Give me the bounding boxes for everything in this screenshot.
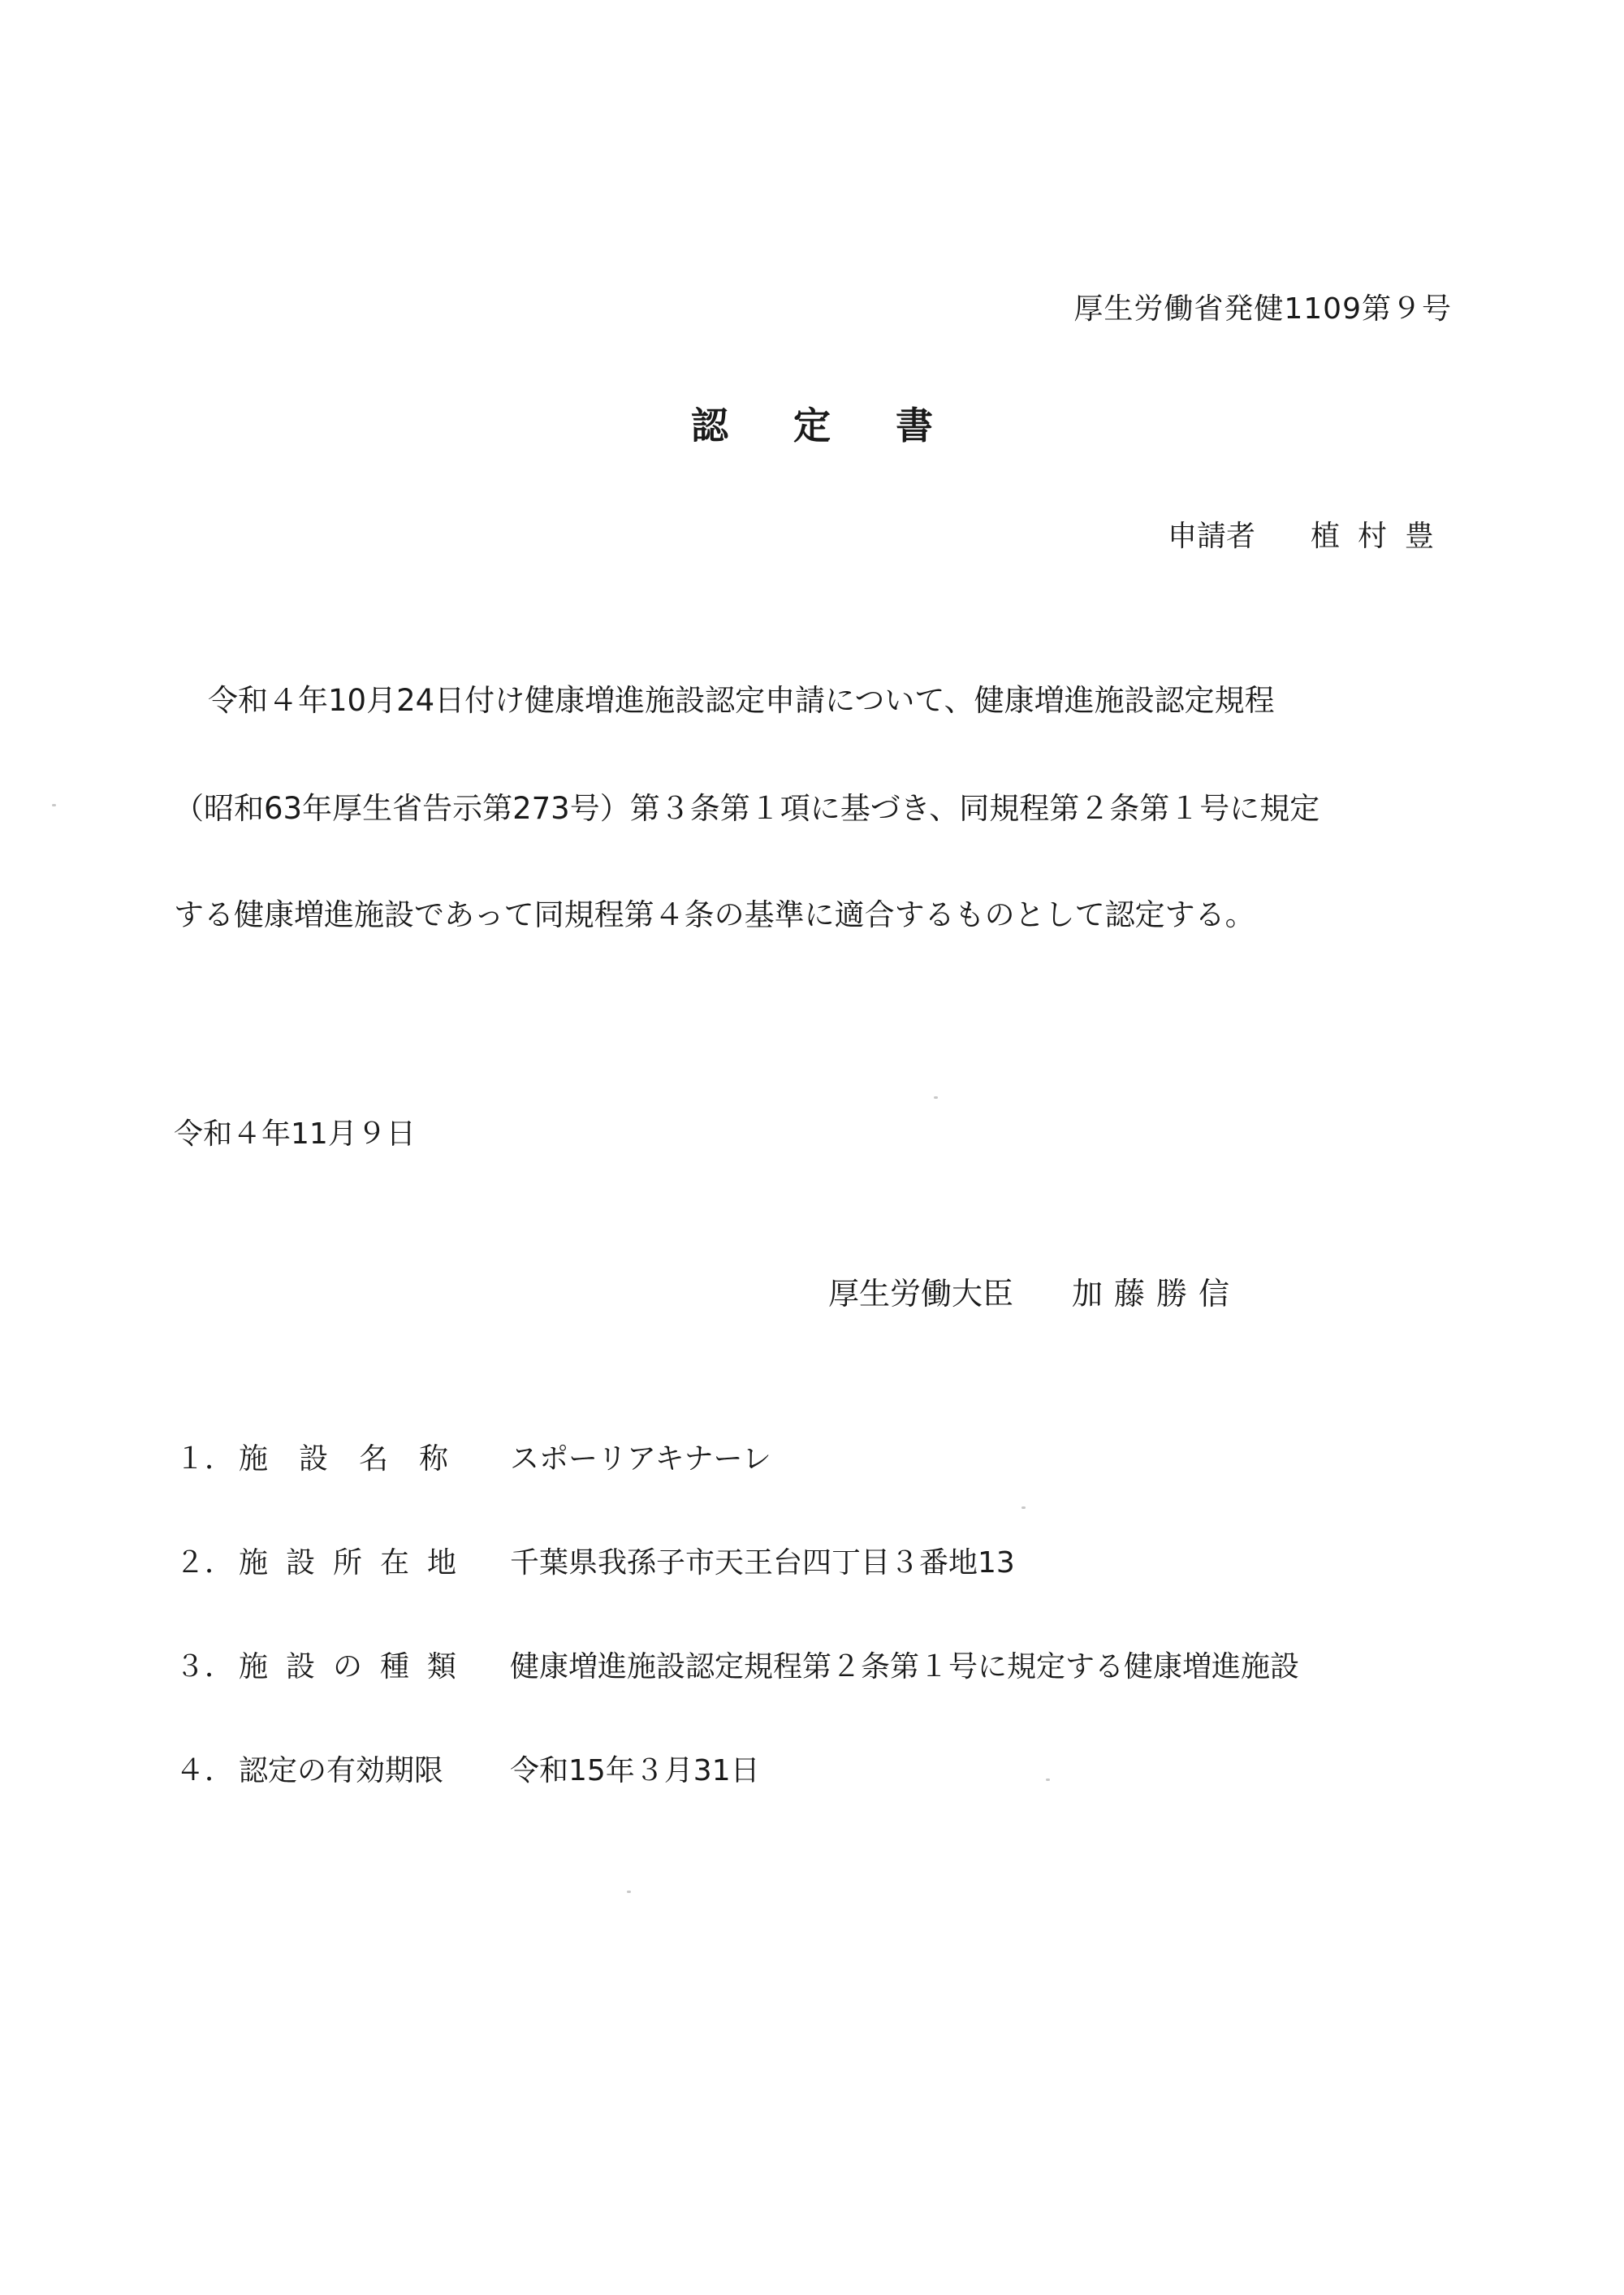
signatory-title: 厚生労働大臣 (828, 1276, 1014, 1312)
item-number: ３． (175, 1650, 235, 1683)
item-value: スポーリアキナーレ (510, 1442, 771, 1476)
item-label: 認定の有効期限 (239, 1754, 444, 1787)
body-paragraph-line-2: （昭和63年厚生省告示第273号）第３条第１項に基づき、同規程第２条第１号に規定 (174, 791, 1320, 826)
issue-date: 令和４年11月９日 (174, 1117, 416, 1151)
item-facility-type (175, 1644, 1299, 1685)
item-number: ４． (175, 1754, 235, 1787)
item-value: 千葉県我孫子市天王台四丁目３番地13 (510, 1546, 1015, 1580)
reference-number: 厚生労働省発健1109第９号 (1073, 292, 1452, 326)
body-paragraph-line-1: 令和４年10月24日付け健康増進施設認定申請について、健康増進施設認定規程 (208, 683, 1275, 718)
item-facility-name (175, 1436, 771, 1477)
item-label: 施設の種類 (239, 1650, 475, 1683)
scan-speck (934, 1096, 938, 1099)
item-label: 施設所在地 (239, 1546, 475, 1580)
scan-speck (1046, 1779, 1050, 1781)
document-title: 認定書 (691, 404, 998, 447)
signatory-name: 加藤勝信 (1072, 1276, 1242, 1312)
item-number: ２． (175, 1546, 235, 1580)
item-value: 令和15年３月31日 (510, 1754, 760, 1787)
item-label: 施設名称 (239, 1442, 480, 1476)
scan-speck (1021, 1506, 1026, 1509)
applicant-label: 申請者 (1167, 520, 1255, 553)
applicant-line (1168, 513, 1452, 555)
applicant-name: 植村豊 (1310, 520, 1452, 553)
item-facility-address (175, 1540, 1015, 1581)
scan-speck (627, 1891, 631, 1893)
item-value: 健康増進施設認定規程第２条第１号に規定する健康増進施設 (510, 1650, 1300, 1683)
item-number: １． (175, 1442, 235, 1476)
signatory-line (828, 1269, 1241, 1313)
scan-speck (52, 804, 56, 806)
item-validity-period (175, 1748, 760, 1789)
body-paragraph-line-3: する健康増進施設であって同規程第４条の基準に適合するものとして認定する。 (174, 897, 1255, 932)
